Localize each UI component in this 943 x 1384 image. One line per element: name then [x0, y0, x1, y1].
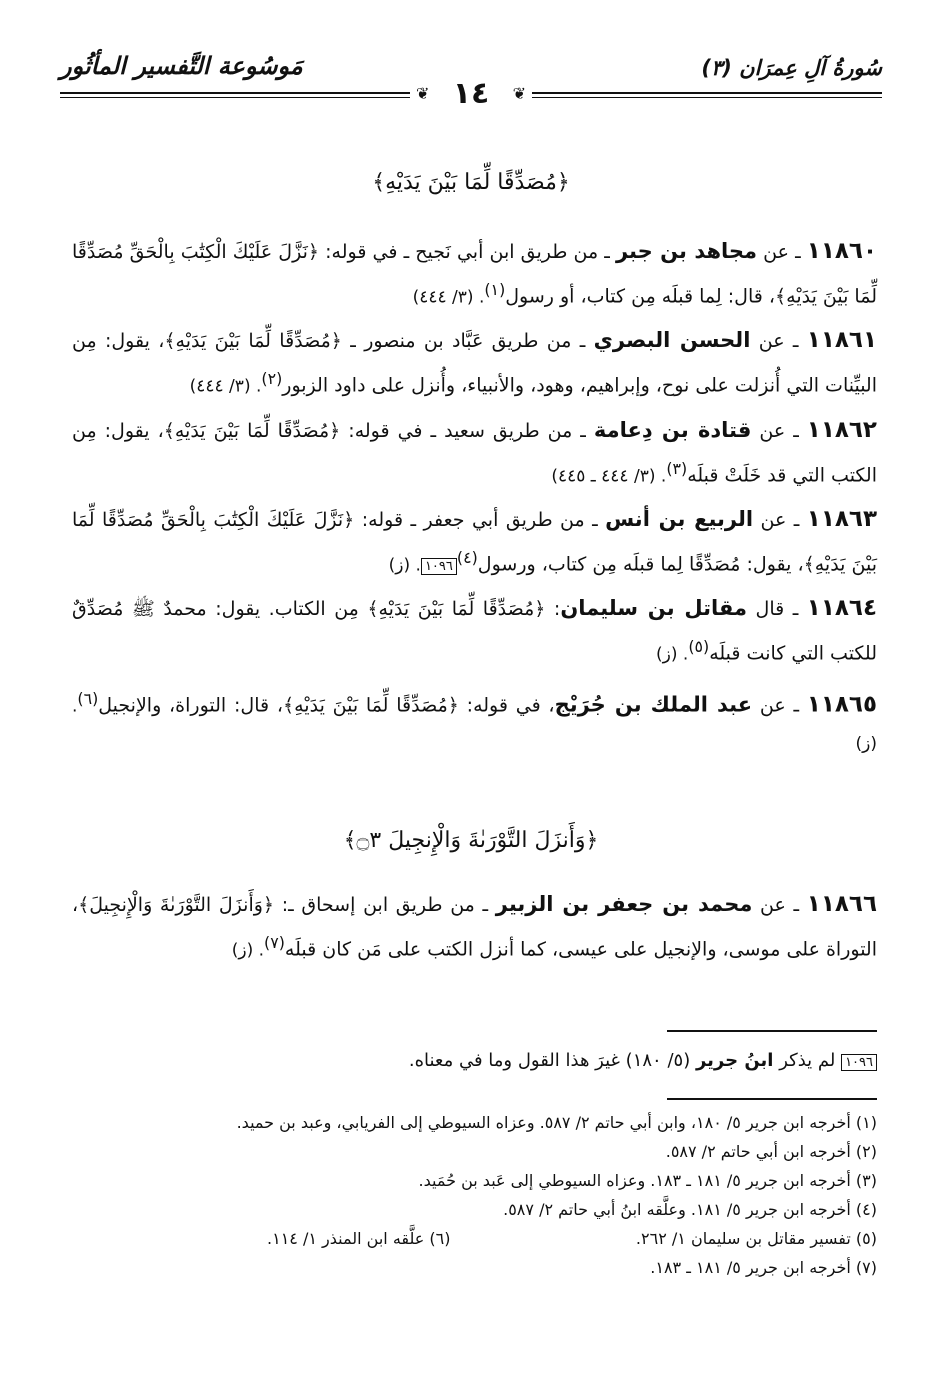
entry-number: ١١٨٦٤: [806, 595, 877, 622]
narrations-list: [72, 233, 877, 769]
page-number: ١٤: [452, 76, 490, 111]
entry-number: ١١٨٦٢: [806, 416, 877, 443]
entry-number: ١١٨٦٦: [806, 891, 877, 917]
narrator-name: عبد الملك بن جُرَيْج: [554, 691, 753, 716]
volume-reference: . (٣/ ٤٤٤ ـ ٤٤٥): [551, 465, 667, 486]
book-title: مَوسُوعة التَّفسير المأثُور: [60, 52, 303, 80]
entry-number: ١١٨٦١: [806, 327, 877, 354]
narrator-name: الحسن البصري: [593, 328, 751, 353]
entry-number: ١١٨٦٥: [806, 690, 878, 717]
narration-entry: ١١٨٦٥ ـ عن عبد الملك بن جُرَيْج، في قوله: ﴿مُصَدِّقًا لِّمَا بَيْنَ يَدَيْهِ﴾، قال: التوراة، والإنجيل$^{(٦)}$. (ز): [72, 688, 878, 754]
footnote-row: [57, 1224, 877, 1253]
footnote-marker: (٧): [264, 933, 285, 952]
volume-reference: . (ز): [72, 695, 877, 754]
ornament-icon: ❦: [416, 84, 430, 103]
footnotes-rule: [667, 1098, 877, 1100]
header-rule-right: [532, 92, 882, 98]
footnote: (٢) أخرجه ابن أبي حاتم ٢/ ٥٨٧.: [665, 1142, 877, 1161]
footnote-marker: (٤): [456, 547, 478, 567]
page-header: [60, 52, 882, 122]
commentary-link-box[interactable]: ١٠٩٦: [421, 558, 457, 575]
narrator-name: محمد بن جعفر بن الزبير: [495, 892, 753, 916]
footnotes: [57, 1108, 877, 1282]
footnote-marker: (٢): [261, 369, 283, 389]
quran-quote: ﴿مُصَدِّقًا لِّمَا بَيْنَ يَدَيْهِ﴾: [163, 419, 341, 442]
volume-reference: . (ز): [231, 940, 265, 961]
volume-reference: . (ز): [656, 644, 689, 665]
narration-entry: ١١٨٦٤ ـ قال مقاتل بن سليمان: ﴿مُصَدِّقًا لِّمَا بَيْنَ يَدَيْهِ﴾ مِن الكتاب. يقول: محمدٌ ﷺ مُصَدِّقٌ للكتب التي كانت قبلَه$^{(٥)}$. (ز): [72, 595, 877, 665]
narrator-name: الربيع بن أنس: [605, 506, 754, 531]
narration-entry: ١١٨٦٠ ـ عن مجاهد بن جبر ـ من طريق ابن أبي نَجيح ـ في قوله: ﴿نَزَّلَ عَلَيْكَ الْكِتَٰبَ بِالْحَقِّ مُصَدِّقًا لِّمَا بَيْنَ يَدَيْهِ﴾، قال: لِما قبلَه مِن كتاب، أو رسول$^{(١)}$. (٣/ ٤٤٤): [72, 238, 877, 308]
quran-quote: ﴿نَزَّلَ عَلَيْكَ الْكِتَٰبَ بِالْحَقِّ مُصَدِّقًا لِّمَا بَيْنَ يَدَيْهِ﴾: [72, 508, 877, 576]
footnote-marker: (٣): [666, 458, 688, 478]
entry-number: ١١٨٦٣: [806, 505, 877, 532]
narration-entry: ١١٨٦٦ ـ عن محمد بن جعفر بن الزبير ـ من طريق ابن إسحاق ـ: ﴿وَأَنزَلَ التَّوْرَىٰةَ وَالْإِنجِيلَ﴾، التوراة على موسى، والإنجيل على عيسى، كما أنزل الكتب على مَن كان قبلَه$^{(٧)}$. (ز): [72, 891, 877, 961]
footnote: (١) أخرجه ابن جرير ٥/ ١٨٠، وابن أبي حاتم ٢/ ٥٨٧. وعزاه السيوطي إلى الفريابي، وعبد بن حميد.: [236, 1113, 877, 1132]
narrator-name: مجاهد بن جبر: [615, 239, 758, 263]
footnote: (٧) أخرجه ابن جرير ٥/ ١٨١ ـ ١٨٣.: [650, 1258, 877, 1277]
footnote: (٣) أخرجه ابن جرير ٥/ ١٨١ ـ ١٨٣. وعزاه السيوطي إلى عَبد بن حُمَيد.: [418, 1171, 877, 1190]
volume-reference: . (ز): [388, 555, 421, 576]
surah-title: سُورةُ آلِ عِمرَان (٣): [701, 56, 882, 80]
footnote-marker: (٦): [77, 688, 99, 708]
note-rule: [667, 1030, 877, 1032]
quran-quote: ﴿مُصَدِّقًا لِّمَا بَيْنَ يَدَيْهِ﴾: [282, 693, 459, 716]
quran-quote: ﴿نَزَّلَ عَلَيْكَ الْكِتَٰبَ بِالْحَقِّ مُصَدِّقًا لِّمَا بَيْنَ يَدَيْهِ﴾: [72, 241, 877, 308]
note-author: ابنُ جرير: [695, 1050, 774, 1071]
commentary-number-box: ١٠٩٦: [841, 1054, 877, 1071]
quran-quote: ﴿وَأَنزَلَ التَّوْرَىٰةَ وَالْإِنجِيلَ﴾: [78, 894, 275, 916]
verse-heading: ﴿وَأَنزَلَ التَّوْرَىٰةَ وَالْإِنجِيلَ ۝٣﴾: [343, 828, 599, 853]
commentary-note: ١٠٩٦ لم يذكر ابنُ جرير (٥/ ١٨٠) غيرَ هذا القول وما في معناه.: [77, 1046, 877, 1076]
narration-entry: ١١٨٦٣ ـ عن الربيع بن أنس ـ من طريق أبي جعفر ـ قوله: ﴿نَزَّلَ عَلَيْكَ الْكِتَٰبَ بِالْحَقِّ مُصَدِّقًا لِّمَا بَيْنَ يَدَيْهِ﴾، يقول: مُصَدِّقًا لِما قبلَه مِن كتاب، ورسول$^{(٤)}$١٠٩٦. (ز): [72, 505, 877, 576]
volume-reference: . (٣/ ٤٤٤): [189, 376, 262, 397]
ornament-icon: ❦: [512, 84, 526, 103]
footnote-marker: (٥): [688, 637, 710, 657]
footnote: (٦) علَّقه ابن المنذر ١/ ١١٤.: [267, 1229, 451, 1248]
entry-number: ١١٨٦٠: [806, 238, 877, 264]
narration-entry: ١١٨٦١ ـ عن الحسن البصري ـ من طريق عَبَّاد بن منصور ـ ﴿مُصَدِّقًا لِّمَا بَيْنَ يَدَيْهِ﴾، يقول: مِن البيِّنات التي أُنزلت على نوح، وإبراهيم، وهود، والأنبياء، وأُنزل على داود الزبور$^{(٢)}$. (٣/ ٤٤٤): [72, 327, 877, 397]
narrator-name: مقاتل بن سليمان: [560, 596, 748, 621]
verse-heading: ﴿مُصَدِّقًا لِّمَا بَيْنَ يَدَيْهِ﴾: [372, 170, 570, 195]
footnote: (٥) تفسير مقاتل بن سليمان ١/ ٢٦٢.: [635, 1229, 877, 1248]
footnote-marker: (١): [484, 280, 506, 299]
quran-quote: ﴿مُصَدِّقًا لِّمَا بَيْنَ يَدَيْهِ﴾: [367, 598, 546, 621]
quran-quote: ﴿مُصَدِّقًا لِّمَا بَيْنَ يَدَيْهِ﴾: [164, 330, 342, 353]
volume-reference: . (٣/ ٤٤٤): [412, 287, 485, 308]
narrator-name: قتادة بن دِعامة: [593, 417, 752, 442]
narrations-list: [72, 886, 877, 975]
narration-entry: ١١٨٦٢ ـ عن قتادة بن دِعامة ـ من طريق سعيد ـ في قوله: ﴿مُصَدِّقًا لِّمَا بَيْنَ يَدَيْهِ﴾، يقول: مِن الكتب التي قد خَلَتْ قبلَه$^{(٣)}$. (٣/ ٤٤٤ ـ ٤٤٥): [72, 416, 877, 486]
footnote: (٤) أخرجه ابن جرير ٥/ ١٨١. وعلَّقه ابنُ أبي حاتم ٢/ ٥٨٧.: [503, 1200, 877, 1219]
